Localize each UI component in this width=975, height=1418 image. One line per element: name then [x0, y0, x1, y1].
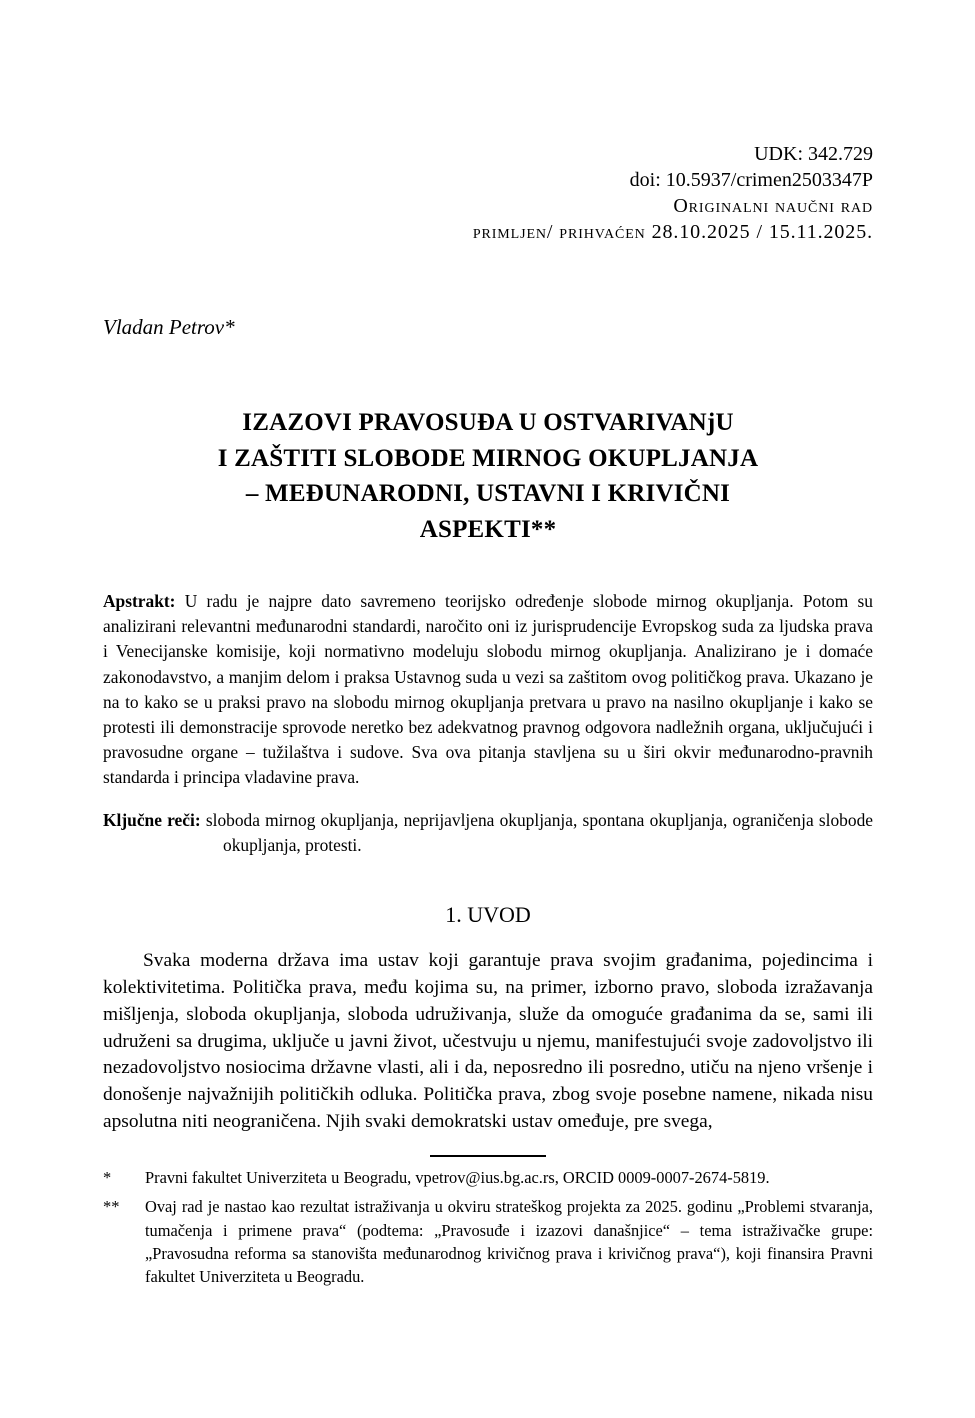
title-line-4: ASPEKTI — [419, 515, 531, 543]
keywords-label: Ključne reči: — [103, 810, 201, 831]
abstract-text: U radu je najpre dato savremeno teorijsko određenje slobode mirnog okupljanja. Potom su analizirani relevantni međunarodni standardi, naročito oni iz jurisprudencije Evropskog suda za ljudska prava i Venecijanske komisije, koji normativno modeluju slobodu mirnog okupljanja. Analizirano je i domaće zakonodavstvo, a manjim delom i praksa Ustavnog suda u vezi sa zaštitom ovog političkog prava. Ukazano je na to kako se u praksi pravo na slobodu mirnog okupljanja pretvara u pravo na nasilno okupljanje i kako se protesti ili demonstracije sprovode neretko bez adekvatnog pravnog odgovora nadležnih organa, uključujući i pravosudne organe – tužilaštva i sudove. Sva ova pitanja stavljena su u širi okvir međunarodno-pravnih standarda i principa vladavine prava. — [103, 591, 873, 788]
author-footnote-marker: * — [224, 315, 235, 339]
footnote-marker: * — [103, 1167, 112, 1187]
abstract-paragraph — [103, 589, 873, 791]
footnote-text: Pravni fakultet Univerziteta u Beogradu, vpetrov@ius.bg.ac.rs, ORCID 0009-0007-2674-5819. — [145, 1167, 770, 1187]
author-line — [103, 313, 873, 341]
body-paragraph: Svaka moderna država ima ustav koji garantuje prava svojim građanima, pojedincima i kolektivitetima. Politička prava, među kojima su, na primer, izborno pravo, sloboda izražavanja mišljenja, sloboda okupljanja, sloboda udruživanja, služe da omoguće građanima da se, sami ili udruženi sa drugima, uključe u javni život, učestvuju u njemu, manifestujući svoje zadovoljstvo ili nezadovoljstvo nosiocima državne vlasti, ali i da, neposredno ili posredno, utiču na njeno vršenje i donošenje najvažnijih političkih odluka. Politička prava, zbog svoje posebne namene, nikada nisu apsolutna niti neograničena. Njih svaki demokratski ustav omeđuje, pre svega, — [103, 950, 873, 1132]
footnote-text: Ovaj rad je nastao kao rezultat istraživanja u okviru strateškog projekta za 2025. godinu „Problemi stvaranja, tumačenja i primene prava“ (podtema: „Pravosuđe i izazovi današnjice“ – tema istraživačke grupe: „Pravosudna reforma sa stanovišta međunarodnog krivičnog prava i krivičnog prava“), koji finansira Pravni fakultet Univerziteta u Beogradu. — [145, 1197, 873, 1287]
keywords-paragraph — [103, 808, 873, 858]
footnote-separator — [430, 1155, 546, 1157]
article-type: Originalni naučni rad — [673, 195, 873, 217]
author-name: Vladan Petrov — [103, 315, 225, 339]
title-line-2: I ZAŠTITI SLOBODE MIRNOG OKUPLJANJA — [217, 444, 759, 472]
article-title — [103, 405, 873, 547]
title-footnote-marker: ** — [530, 515, 557, 543]
doi-line: doi: 10.5937/crimen2503347P — [629, 169, 873, 191]
title-line-3: – MEĐUNARODNI, USTAVNI I KRIVIČNI — [245, 480, 731, 507]
received-accepted-dates: primljen/ prihvaćen 28.10.2025 / 15.11.2025. — [472, 221, 873, 243]
abstract-label: Apstrakt: — [103, 591, 176, 611]
footnote-marker: ** — [103, 1197, 120, 1217]
footnote-author-affiliation — [103, 1166, 873, 1189]
keywords-text: sloboda mirnog okupljanja, neprijavljena okupljanja, spontana okupljanja, ograničenja slobode okupljanja, protesti. — [205, 810, 873, 856]
footnote-project-acknowledgment — [103, 1195, 873, 1289]
article-meta-block — [103, 0, 873, 245]
udk-number: UDK: 342.729 — [754, 143, 873, 165]
title-line-1: IZAZOVI PRAVOSUĐA U OSTVARIVANjU — [242, 409, 734, 436]
section-heading-uvod: 1. UVOD — [445, 902, 531, 928]
footnotes-block — [103, 1166, 873, 1289]
